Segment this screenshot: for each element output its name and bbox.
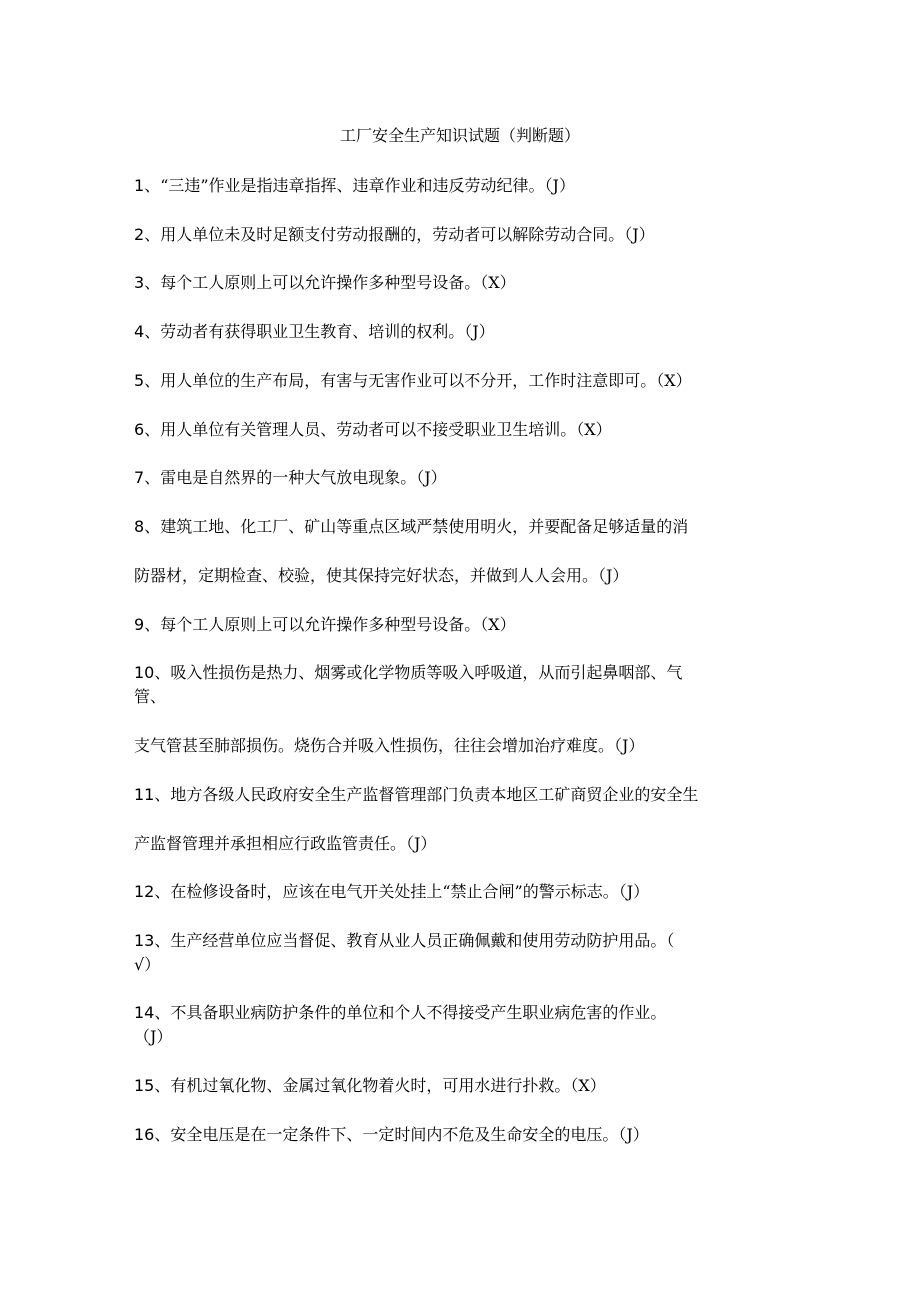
question-continuation-line	[134, 564, 794, 588]
question-number: 4	[134, 322, 145, 341]
question-number: 7	[134, 468, 145, 487]
question-line	[134, 1001, 794, 1025]
question-text: 、安全电压是在一定条件下、一定时间内不危及生命安全的电压。（J）	[154, 1125, 649, 1144]
question-number: 1	[134, 176, 145, 195]
question-line	[134, 880, 794, 904]
question-line	[134, 661, 794, 685]
question-line	[134, 271, 794, 295]
question-number: 12	[134, 882, 155, 901]
question-text: 防器材，定期检查、校验，使其保持完好状态，并做到人人会用。（J）	[134, 566, 629, 585]
question-number: 13	[134, 931, 155, 950]
question-text: 、吸入性损伤是热力、烟雾或化学物质等吸入呼吸道，从而引起鼻咽部、气	[154, 663, 683, 682]
question-continuation-line	[134, 832, 794, 856]
question-line	[134, 320, 794, 344]
question-text: 、不具备职业病防护条件的单位和个人不得接受产生职业病危害的作业。	[154, 1003, 667, 1022]
question-text: 、劳动者有获得职业卫生教育、培训的权利。（J）	[144, 322, 495, 341]
question-number: 10	[134, 663, 155, 682]
question-continuation-line	[134, 953, 794, 977]
question-text: 支气管甚至肺部损伤。烧伤合并吸入性损伤，往往会增加治疗难度。（J）	[134, 736, 645, 755]
question-continuation-line	[134, 1025, 794, 1049]
question-number: 15	[134, 1076, 155, 1095]
question-text: 、用人单位未及时足额支付劳动报酬的，劳动者可以解除劳动合同。（J）	[144, 225, 655, 244]
question-text: 产监督管理并承担相应行政监管责任。（J）	[134, 834, 437, 853]
question-text: 、每个工人原则上可以允许操作多种型号设备。（X）	[144, 273, 516, 292]
question-text: 、用人单位有关管理人员、劳动者可以不接受职业卫生培训。（X）	[144, 420, 612, 439]
question-number: 2	[134, 225, 145, 244]
page-title: 工厂安全生产知识试题（判断题）	[339, 126, 580, 145]
question-text: 、生产经营单位应当督促、教育从业人员正确佩戴和使用劳动防护用品。（	[154, 931, 675, 950]
question-text: 、地方各级人民政府安全生产监督管理部门负责本地区工矿商贸企业的安全生	[154, 785, 699, 804]
question-text: 、“三违”作业是指违章指挥、违章作业和违反劳动纪律。（J）	[144, 176, 575, 195]
question-text: 管、	[134, 687, 167, 706]
question-line	[134, 515, 794, 539]
question-text: 、有机过氧化物、金属过氧化物着火时，可用水进行扑救。（X）	[154, 1076, 606, 1095]
question-line	[134, 174, 794, 198]
question-continuation-line	[134, 734, 794, 758]
question-text: 、雷电是自然界的一种大气放电现象。（J）	[144, 468, 447, 487]
question-number: 6	[134, 420, 145, 439]
question-number: 14	[134, 1003, 155, 1022]
question-number: 3	[134, 273, 145, 292]
question-line	[134, 418, 794, 442]
question-line	[134, 369, 794, 393]
question-line	[134, 613, 794, 637]
question-text: √）	[134, 955, 161, 974]
question-number: 16	[134, 1125, 155, 1144]
question-line	[134, 783, 794, 807]
question-number: 9	[134, 615, 145, 634]
question-continuation-line	[134, 685, 794, 709]
question-line	[134, 1123, 794, 1147]
question-line	[134, 223, 794, 247]
question-number: 5	[134, 371, 145, 390]
question-text: （J）	[134, 1027, 173, 1046]
question-text: 、建筑工地、化工厂、矿山等重点区域严禁使用明火，并要配备足够适量的消	[144, 517, 689, 536]
question-line	[134, 466, 794, 490]
question-text: 、用人单位的生产布局，有害与无害作业可以不分开，工作时注意即可。（X）	[144, 371, 692, 390]
question-text: 、在检修设备时，应该在电气开关处挂上“禁止合闸”的警示标志。（J）	[154, 882, 650, 901]
question-text: 、每个工人原则上可以允许操作多种型号设备。（X）	[144, 615, 516, 634]
question-line	[134, 1074, 794, 1098]
question-number: 11	[134, 785, 155, 804]
question-number: 8	[134, 517, 145, 536]
question-line	[134, 929, 794, 953]
